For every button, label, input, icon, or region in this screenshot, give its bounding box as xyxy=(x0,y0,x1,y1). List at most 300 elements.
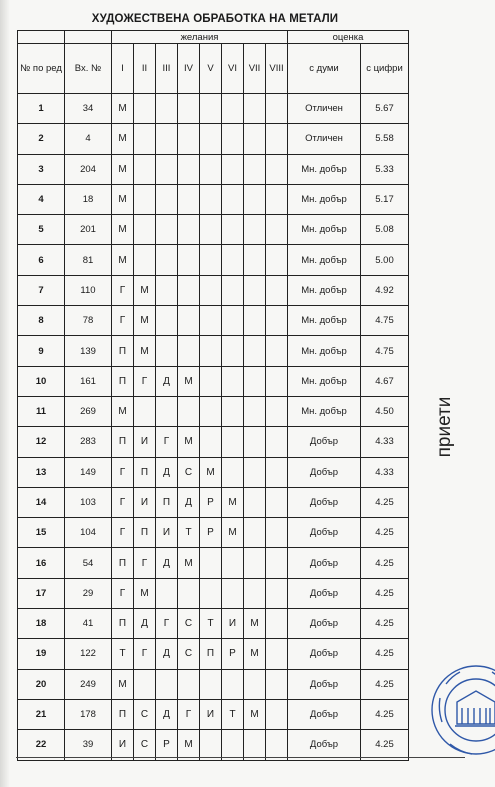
table-body xyxy=(18,94,409,761)
wish-cell: М xyxy=(178,366,200,396)
wish-cell xyxy=(266,518,288,548)
wish-cell xyxy=(266,306,288,336)
entry-number-cell: 18 xyxy=(65,184,112,214)
entry-number-cell: 103 xyxy=(65,487,112,517)
entry-number-cell: 81 xyxy=(65,245,112,275)
table-row xyxy=(18,699,409,729)
wish-cell xyxy=(222,396,244,426)
entry-number-cell: 161 xyxy=(65,366,112,396)
wish-cell: М xyxy=(112,245,134,275)
wish-cell xyxy=(244,396,266,426)
wish-cell: С xyxy=(178,639,200,669)
wish-cell: Г xyxy=(134,366,156,396)
wish-cell: Р xyxy=(222,639,244,669)
wish-cell xyxy=(244,487,266,517)
wish-cell: Д xyxy=(156,457,178,487)
wish-cell xyxy=(156,215,178,245)
grade-words-cell: Мн. добър xyxy=(288,215,361,245)
row-number-cell: 1 xyxy=(18,94,65,124)
row-number-cell: 6 xyxy=(18,245,65,275)
table-row xyxy=(18,184,409,214)
wish-cell xyxy=(266,94,288,124)
grade-digits-cell: 5.67 xyxy=(361,94,409,124)
grade-words-cell: Мн. добър xyxy=(288,275,361,305)
wish-cell: И xyxy=(200,699,222,729)
wish-cell xyxy=(178,184,200,214)
wish-cell: Г xyxy=(112,518,134,548)
wish-cell: С xyxy=(178,457,200,487)
wish-cell: П xyxy=(112,609,134,639)
grade-words-cell: Добър xyxy=(288,730,361,760)
header-wish-7: VII xyxy=(244,44,266,94)
wish-cell: П xyxy=(112,427,134,457)
wish-cell xyxy=(178,245,200,275)
wish-cell: Г xyxy=(112,487,134,517)
wish-cell xyxy=(178,336,200,366)
table-row xyxy=(18,154,409,184)
wish-cell xyxy=(266,730,288,760)
entry-number-cell: 78 xyxy=(65,306,112,336)
wish-cell: Д xyxy=(156,548,178,578)
wish-cell xyxy=(134,245,156,275)
header-entry-number: Вх. № xyxy=(65,44,112,94)
row-number-cell: 2 xyxy=(18,124,65,154)
wish-cell: М xyxy=(222,487,244,517)
wish-cell xyxy=(244,275,266,305)
grade-digits-cell: 5.17 xyxy=(361,184,409,214)
wish-cell: Д xyxy=(156,639,178,669)
entry-number-cell: 122 xyxy=(65,639,112,669)
wish-cell: М xyxy=(134,336,156,366)
wish-cell: Р xyxy=(200,487,222,517)
table-row xyxy=(18,487,409,517)
row-number-cell: 7 xyxy=(18,275,65,305)
grade-words-cell: Добър xyxy=(288,699,361,729)
row-number-cell: 20 xyxy=(18,669,65,699)
wish-cell xyxy=(266,336,288,366)
results-table xyxy=(17,30,409,761)
wish-cell xyxy=(178,396,200,426)
entry-number-cell: 201 xyxy=(65,215,112,245)
wish-cell: М xyxy=(112,124,134,154)
wish-cell xyxy=(178,124,200,154)
wish-cell xyxy=(156,184,178,214)
wish-cell xyxy=(156,578,178,608)
wish-cell xyxy=(266,578,288,608)
stamp-inner-ring xyxy=(445,679,495,741)
wish-cell xyxy=(200,730,222,760)
wish-cell xyxy=(266,396,288,426)
wish-cell: П xyxy=(200,639,222,669)
wish-cell: М xyxy=(112,215,134,245)
table-row xyxy=(18,669,409,699)
wish-cell xyxy=(244,215,266,245)
stamp-graphic xyxy=(432,666,495,754)
wish-cell: Д xyxy=(156,366,178,396)
wish-cell: Г xyxy=(156,427,178,457)
wish-cell: Т xyxy=(112,639,134,669)
wish-cell: Д xyxy=(178,487,200,517)
grade-digits-cell: 4.25 xyxy=(361,548,409,578)
wish-cell: Д xyxy=(156,699,178,729)
wish-cell xyxy=(266,487,288,517)
table-header-group-row xyxy=(18,31,409,44)
row-number-cell: 15 xyxy=(18,518,65,548)
wish-cell xyxy=(266,609,288,639)
row-number-cell: 3 xyxy=(18,154,65,184)
table-header-row xyxy=(18,44,409,94)
grade-words-cell: Мн. добър xyxy=(288,154,361,184)
wish-cell: Г xyxy=(112,578,134,608)
grade-digits-cell: 4.67 xyxy=(361,366,409,396)
stamp-columns xyxy=(455,708,495,726)
entry-number-cell: 34 xyxy=(65,94,112,124)
table-row xyxy=(18,275,409,305)
table-row xyxy=(18,215,409,245)
school-stamp xyxy=(426,658,495,768)
entry-number-cell: 110 xyxy=(65,275,112,305)
wish-cell: М xyxy=(178,548,200,578)
wish-cell xyxy=(266,154,288,184)
grade-digits-cell: 4.25 xyxy=(361,669,409,699)
wish-cell xyxy=(156,94,178,124)
wish-cell: Г xyxy=(178,699,200,729)
table-row xyxy=(18,336,409,366)
table-row xyxy=(18,427,409,457)
row-number-cell: 9 xyxy=(18,336,65,366)
wish-cell xyxy=(200,366,222,396)
wish-cell xyxy=(200,336,222,366)
table-row xyxy=(18,639,409,669)
wish-cell xyxy=(266,366,288,396)
wish-cell: М xyxy=(222,518,244,548)
header-blank-b xyxy=(65,31,112,44)
grade-digits-cell: 4.75 xyxy=(361,306,409,336)
wish-cell: С xyxy=(134,699,156,729)
wish-cell xyxy=(222,245,244,275)
wish-cell: Р xyxy=(156,730,178,760)
wish-cell: Г xyxy=(156,609,178,639)
row-number-cell: 13 xyxy=(18,457,65,487)
wish-cell xyxy=(200,215,222,245)
wish-cell xyxy=(178,94,200,124)
grade-words-cell: Добър xyxy=(288,609,361,639)
wish-cell xyxy=(134,215,156,245)
wish-cell xyxy=(156,669,178,699)
wish-cell xyxy=(244,427,266,457)
wish-cell: Р xyxy=(200,518,222,548)
wish-cell xyxy=(200,306,222,336)
row-number-cell: 19 xyxy=(18,639,65,669)
header-grade-words: с думи xyxy=(288,44,361,94)
wish-cell: С xyxy=(134,730,156,760)
wish-cell xyxy=(222,184,244,214)
header-wish-1: I xyxy=(112,44,134,94)
wish-cell: М xyxy=(200,457,222,487)
grade-words-cell: Добър xyxy=(288,457,361,487)
wish-cell: И xyxy=(222,609,244,639)
wish-cell xyxy=(266,275,288,305)
wish-cell xyxy=(156,245,178,275)
header-wish-6: VI xyxy=(222,44,244,94)
grade-digits-cell: 4.25 xyxy=(361,518,409,548)
wish-cell: М xyxy=(244,699,266,729)
table-row xyxy=(18,457,409,487)
wish-cell xyxy=(200,275,222,305)
table-row xyxy=(18,306,409,336)
wish-cell xyxy=(222,730,244,760)
wish-cell xyxy=(266,215,288,245)
grade-words-cell: Добър xyxy=(288,548,361,578)
wish-cell xyxy=(222,669,244,699)
grade-words-cell: Добър xyxy=(288,487,361,517)
row-number-cell: 16 xyxy=(18,548,65,578)
wish-cell: И xyxy=(156,518,178,548)
wish-cell: Т xyxy=(200,609,222,639)
grade-words-cell: Мн. добър xyxy=(288,396,361,426)
wish-cell xyxy=(200,124,222,154)
wish-cell xyxy=(222,366,244,396)
wish-cell xyxy=(134,396,156,426)
wish-cell xyxy=(244,366,266,396)
wish-cell xyxy=(244,245,266,275)
header-wish-8: VIII xyxy=(266,44,288,94)
wish-cell: П xyxy=(134,518,156,548)
grade-words-cell: Добър xyxy=(288,669,361,699)
header-wish-5: V xyxy=(200,44,222,94)
grade-words-cell: Добър xyxy=(288,518,361,548)
wish-cell xyxy=(222,275,244,305)
wish-cell: П xyxy=(112,548,134,578)
stamp-building xyxy=(457,691,495,724)
table-row xyxy=(18,548,409,578)
entry-number-cell: 104 xyxy=(65,518,112,548)
grade-words-cell: Мн. добър xyxy=(288,184,361,214)
entry-number-cell: 149 xyxy=(65,457,112,487)
wish-cell xyxy=(200,427,222,457)
wish-cell xyxy=(244,94,266,124)
header-row-number: № по ред xyxy=(18,44,65,94)
wish-cell xyxy=(266,639,288,669)
entry-number-cell: 204 xyxy=(65,154,112,184)
entry-number-cell: 54 xyxy=(65,548,112,578)
wish-cell xyxy=(156,336,178,366)
wish-cell xyxy=(178,669,200,699)
wish-cell xyxy=(244,669,266,699)
wish-cell: И xyxy=(134,427,156,457)
wish-cell xyxy=(244,457,266,487)
grade-words-cell: Отличен xyxy=(288,124,361,154)
wish-cell xyxy=(266,124,288,154)
wish-cell: И xyxy=(112,730,134,760)
table-row xyxy=(18,245,409,275)
wish-cell xyxy=(266,699,288,729)
wish-cell: М xyxy=(112,184,134,214)
row-number-cell: 8 xyxy=(18,306,65,336)
wish-cell xyxy=(244,336,266,366)
wish-cell xyxy=(178,306,200,336)
entry-number-cell: 139 xyxy=(65,336,112,366)
wish-cell: Г xyxy=(112,275,134,305)
wish-cell xyxy=(244,518,266,548)
entry-number-cell: 269 xyxy=(65,396,112,426)
entry-number-cell: 283 xyxy=(65,427,112,457)
wish-cell xyxy=(134,154,156,184)
side-note xyxy=(419,387,469,467)
wish-cell xyxy=(244,730,266,760)
wish-cell: С xyxy=(178,609,200,639)
wish-cell xyxy=(200,396,222,426)
wish-cell xyxy=(200,245,222,275)
wish-cell xyxy=(156,275,178,305)
wish-cell: Т xyxy=(178,518,200,548)
wish-cell xyxy=(266,457,288,487)
entry-number-cell: 178 xyxy=(65,699,112,729)
grade-digits-cell: 5.33 xyxy=(361,154,409,184)
header-grade-digits: с цифри xyxy=(361,44,409,94)
wish-cell: М xyxy=(112,396,134,426)
wish-cell: П xyxy=(112,336,134,366)
wish-cell: П xyxy=(134,457,156,487)
row-number-cell: 18 xyxy=(18,609,65,639)
table-row xyxy=(18,366,409,396)
row-number-cell: 5 xyxy=(18,215,65,245)
row-number-cell: 14 xyxy=(18,487,65,517)
wish-cell: Г xyxy=(134,548,156,578)
wish-cell xyxy=(222,94,244,124)
grade-digits-cell: 4.92 xyxy=(361,275,409,305)
wish-cell xyxy=(244,306,266,336)
wish-cell: Д xyxy=(134,609,156,639)
wish-cell xyxy=(222,215,244,245)
grade-digits-cell: 4.25 xyxy=(361,578,409,608)
row-number-cell: 11 xyxy=(18,396,65,426)
row-number-cell: 10 xyxy=(18,366,65,396)
wish-cell: П xyxy=(112,366,134,396)
wish-cell xyxy=(266,245,288,275)
wish-cell xyxy=(244,578,266,608)
wish-cell xyxy=(134,94,156,124)
wish-cell xyxy=(178,154,200,184)
wish-cell: М xyxy=(178,730,200,760)
entry-number-cell: 4 xyxy=(65,124,112,154)
grade-digits-cell: 4.25 xyxy=(361,699,409,729)
wish-cell xyxy=(156,124,178,154)
wish-cell xyxy=(178,578,200,608)
wish-cell xyxy=(156,306,178,336)
table-row xyxy=(18,124,409,154)
grade-words-cell: Отличен xyxy=(288,94,361,124)
grade-words-cell: Мн. добър xyxy=(288,336,361,366)
grade-words-cell: Мн. добър xyxy=(288,245,361,275)
wish-cell xyxy=(222,154,244,184)
wish-cell xyxy=(222,306,244,336)
wish-cell xyxy=(134,184,156,214)
scan-edge xyxy=(0,0,10,787)
wish-cell xyxy=(134,124,156,154)
table-row xyxy=(18,578,409,608)
wish-cell xyxy=(244,154,266,184)
wish-cell xyxy=(222,124,244,154)
wish-cell: М xyxy=(178,427,200,457)
wish-cell xyxy=(222,578,244,608)
wish-cell: Г xyxy=(112,457,134,487)
header-wishes: желания xyxy=(112,31,288,44)
row-number-cell: 21 xyxy=(18,699,65,729)
grade-words-cell: Мн. добър xyxy=(288,366,361,396)
wish-cell: Т xyxy=(222,699,244,729)
table-row xyxy=(18,94,409,124)
header-blank-a xyxy=(18,31,65,44)
table-row xyxy=(18,396,409,426)
grade-digits-cell: 4.33 xyxy=(361,457,409,487)
wish-cell: М xyxy=(112,154,134,184)
table-row xyxy=(18,518,409,548)
grade-digits-cell: 4.25 xyxy=(361,609,409,639)
wish-cell xyxy=(178,275,200,305)
entry-number-cell: 41 xyxy=(65,609,112,639)
wish-cell xyxy=(200,154,222,184)
side-note-text: приети xyxy=(434,396,455,458)
wish-cell xyxy=(200,94,222,124)
entry-number-cell: 249 xyxy=(65,669,112,699)
wish-cell: М xyxy=(134,306,156,336)
table-row xyxy=(18,609,409,639)
wish-cell xyxy=(266,669,288,699)
wish-cell: М xyxy=(112,669,134,699)
grade-digits-cell: 4.25 xyxy=(361,730,409,760)
grade-digits-cell: 4.50 xyxy=(361,396,409,426)
wish-cell xyxy=(178,215,200,245)
row-number-cell: 22 xyxy=(18,730,65,760)
wish-cell xyxy=(222,427,244,457)
wish-cell: П xyxy=(156,487,178,517)
grade-digits-cell: 5.00 xyxy=(361,245,409,275)
wish-cell xyxy=(222,457,244,487)
wish-cell: И xyxy=(134,487,156,517)
wish-cell xyxy=(266,184,288,214)
wish-cell xyxy=(244,124,266,154)
wish-cell xyxy=(200,184,222,214)
wish-cell: Г xyxy=(134,639,156,669)
header-wish-3: III xyxy=(156,44,178,94)
wish-cell: М xyxy=(134,275,156,305)
document-title: ХУДОЖЕСТВЕНА ОБРАБОТКА НА МЕТАЛИ xyxy=(91,13,339,25)
grade-digits-cell: 4.25 xyxy=(361,639,409,669)
grade-words-cell: Добър xyxy=(288,578,361,608)
header-wish-4: IV xyxy=(178,44,200,94)
row-number-cell: 17 xyxy=(18,578,65,608)
table-row xyxy=(18,730,409,760)
entry-number-cell: 39 xyxy=(65,730,112,760)
bottom-line xyxy=(16,757,465,758)
grade-digits-cell: 4.25 xyxy=(361,487,409,517)
wish-cell: М xyxy=(244,639,266,669)
wish-cell xyxy=(266,548,288,578)
entry-number-cell: 29 xyxy=(65,578,112,608)
wish-cell xyxy=(222,548,244,578)
wish-cell xyxy=(156,154,178,184)
grade-digits-cell: 5.08 xyxy=(361,215,409,245)
wish-cell xyxy=(200,669,222,699)
header-wish-2: II xyxy=(134,44,156,94)
grade-words-cell: Добър xyxy=(288,427,361,457)
wish-cell xyxy=(266,427,288,457)
grade-digits-cell: 4.75 xyxy=(361,336,409,366)
wish-cell xyxy=(156,396,178,426)
wish-cell xyxy=(200,578,222,608)
grade-words-cell: Мн. добър xyxy=(288,306,361,336)
